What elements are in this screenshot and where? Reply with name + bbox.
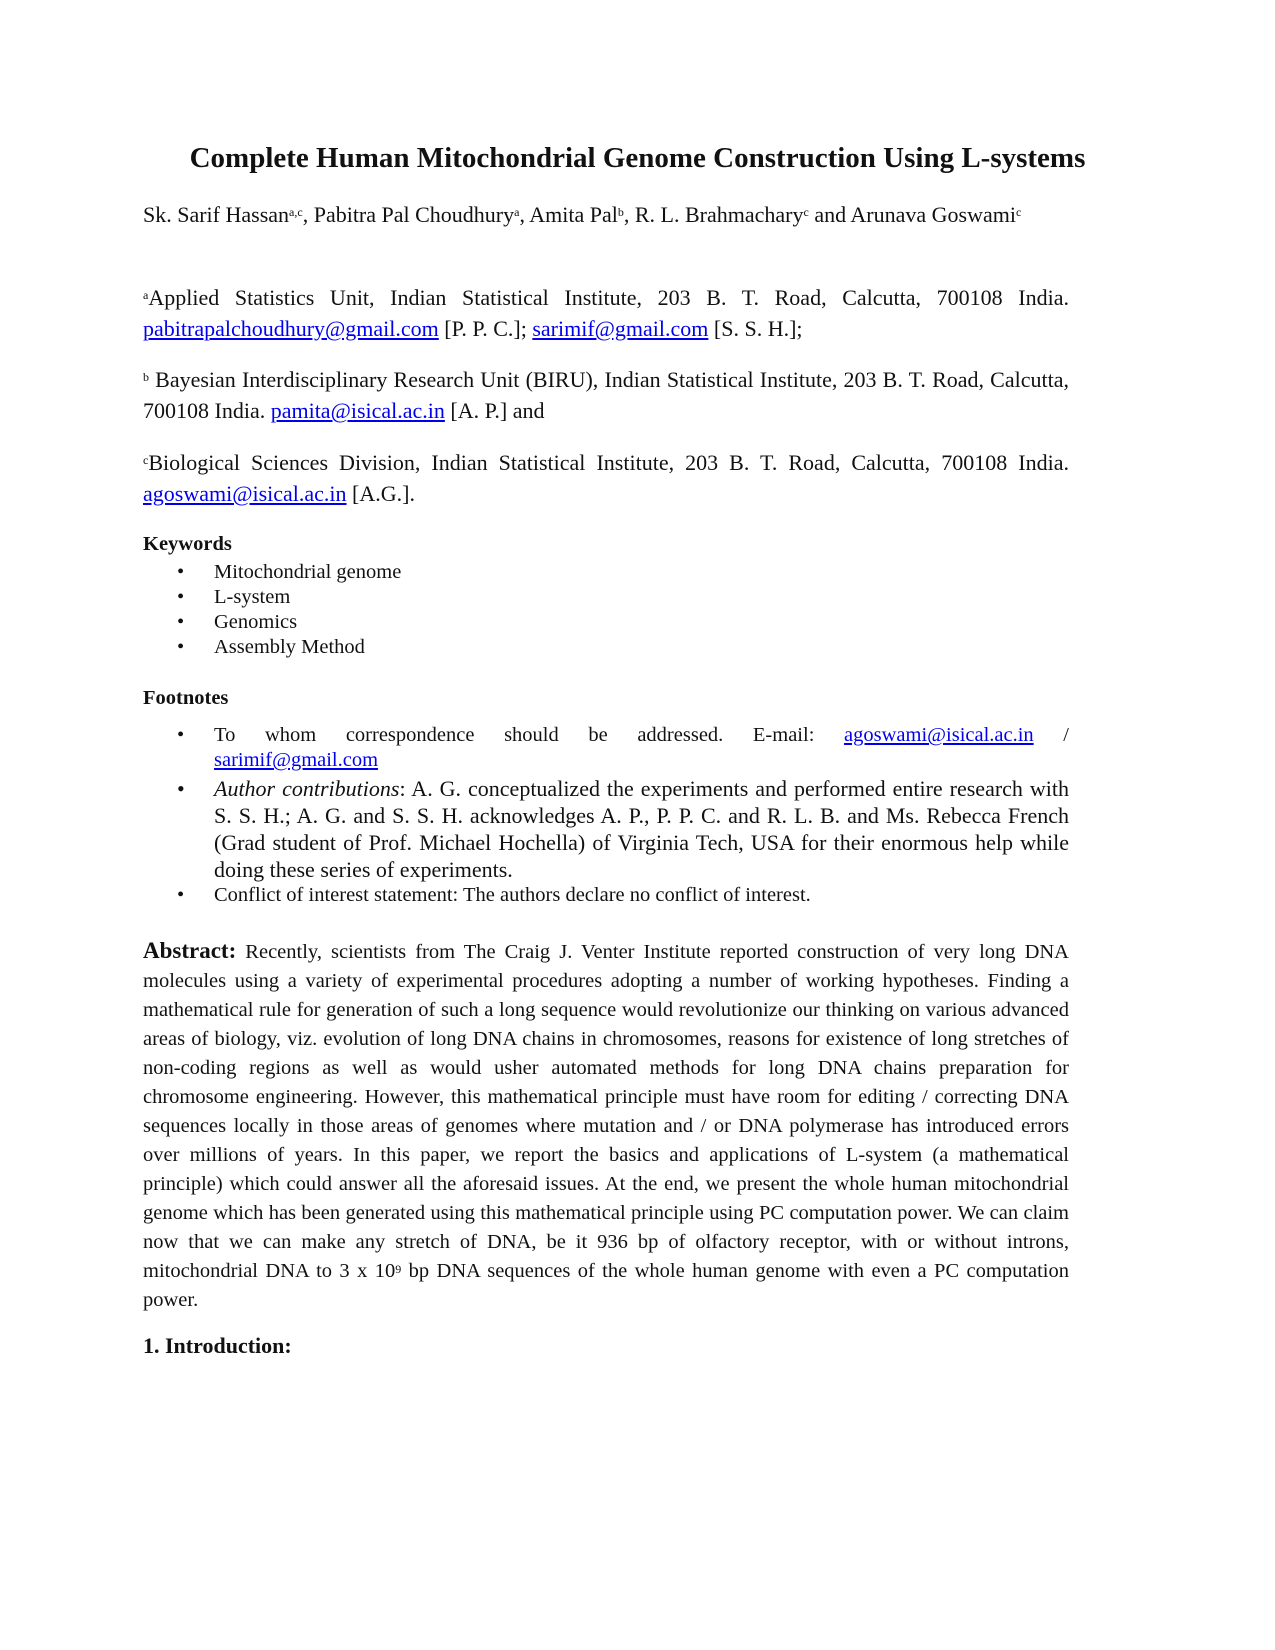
separator: , xyxy=(302,202,314,227)
footnotes-section xyxy=(143,686,1069,908)
author: Arunava Goswami xyxy=(850,202,1016,227)
keyword-item: • Assembly Method xyxy=(214,635,1069,660)
affiliation-mark: b xyxy=(143,370,149,384)
footnote-item xyxy=(214,775,1069,883)
affiliation-text: Applied Statistics Unit, Indian Statistical Institute, 203 B. T. Road, Calcutta, 700108 India. xyxy=(148,285,1069,310)
abstract xyxy=(143,936,1069,1315)
footnote-label: Author contributions xyxy=(214,776,400,801)
section-heading-introduction: 1. Introduction: xyxy=(143,1333,292,1358)
footnote-text: : A. G. conceptualized the experiments and performed entire research with S. S. H.; A. G. and S. S. H. acknowledges A. P., P. P. C. and R. L. B. and Ms. Rebecca French (Grad student of Prof. Michael Hochella) of Virginia Tech, USA for their enormous help while doing these series of experiments. xyxy=(214,776,1070,882)
footnote-item xyxy=(214,723,1069,748)
affiliation-c xyxy=(143,447,1069,509)
paper-title: Complete Human Mitochondrial Genome Construction Using L-systems xyxy=(189,142,1086,174)
affiliation-text: [S. S. H.]; xyxy=(708,316,803,341)
abstract-text: Recently, scientists from The Craig J. Venter Institute reported construction of very long DNA molecules using a variety of experimental procedures adopting a number of working hypotheses. Finding a mathematical rule for generation of such a long sequence would revolutionize our thinking on various advanced areas of biology, viz. evolution of long DNA chains in chromosomes, reasons for existence of long stretches of non-coding regions as well as would usher automated methods for long DNA chains preparation for chromosome engineering. However, this mathematical principle must have room for editing / correcting DNA sequences locally in those areas of genomes where mutation and / or DNA polymerase has introduced errors over millions of years. In this paper, we report the basics and applications of L-system (a mathematical principle) which could answer all the aforesaid issues. At the end, we present the whole human mitochondrial genome which has been generated using this mathematical principle using PC computation power. We can claim now that we can make any stretch of DNA, be it 936 bp of olfactory receptor, with or without introns, mitochondrial DNA to 3 x 10 xyxy=(143,941,1069,1282)
affiliation-text: [A.G.]. xyxy=(346,481,415,506)
affiliation-a xyxy=(143,282,1069,344)
affiliation-text: Biological Sciences Division, Indian Statistical Institute, 203 B. T. Road, Calcutta, 700108 India. xyxy=(148,450,1069,475)
affiliation-text: [P. P. C.]; xyxy=(438,316,533,341)
author: Amita Pal xyxy=(529,202,618,227)
keywords-section xyxy=(143,532,1069,660)
footnote-text: To whom correspondence should be addressed. E-mail: xyxy=(214,724,845,746)
affiliation-b xyxy=(143,364,1069,426)
affiliation-text: [A. P.] and xyxy=(444,398,545,423)
footnotes-heading: Footnotes xyxy=(143,687,229,709)
email-link[interactable]: agoswami@isical.ac.in xyxy=(143,481,347,506)
affiliation-mark: b xyxy=(617,205,624,219)
author-list xyxy=(143,199,1069,230)
separator: , xyxy=(623,202,635,227)
affiliation-mark: a,c xyxy=(289,205,303,219)
affiliation-mark: c xyxy=(1015,205,1022,219)
author: Pabitra Pal Choudhury xyxy=(313,202,515,227)
email-link[interactable]: agoswami@isical.ac.in xyxy=(844,724,1034,746)
abstract-heading: Abstract: xyxy=(143,938,237,963)
keyword-item: • L-system xyxy=(214,585,1069,610)
footnote-item: • Conflict of interest statement: The authors declare no conflict of interest. xyxy=(214,883,1069,908)
author: Sk. Sarif Hassan xyxy=(143,202,290,227)
affiliation-mark: a xyxy=(143,288,149,302)
email-link[interactable]: pabitrapalchoudhury@gmail.com xyxy=(143,316,439,341)
separator: / xyxy=(1033,724,1069,746)
affiliation-mark: a xyxy=(514,205,520,219)
keyword-item: • Mitochondrial genome xyxy=(214,560,1069,585)
keywords-heading: Keywords xyxy=(143,533,232,555)
separator: and xyxy=(808,202,851,227)
email-link[interactable]: sarimif@gmail.com xyxy=(214,749,379,771)
author: R. L. Brahmachary xyxy=(634,202,804,227)
abstract-text: bp DNA sequences of the whole human genome with even a PC computation power. xyxy=(143,1260,1070,1311)
affiliation-mark: c xyxy=(143,453,149,467)
exponent: 9 xyxy=(395,1262,402,1276)
affiliation-mark: c xyxy=(803,205,809,219)
separator: , xyxy=(519,202,530,227)
keyword-item: • Genomics xyxy=(214,610,1069,635)
email-link[interactable]: sarimif@gmail.com xyxy=(532,316,709,341)
email-link[interactable]: pamita@isical.ac.in xyxy=(270,398,445,423)
affiliation-text: Bayesian Interdisciplinary Research Unit (BIRU), Indian Statistical Institute, 203 B. T. Road, Calcutta, 700108 India. xyxy=(143,367,1069,423)
footnote-continuation xyxy=(214,748,1069,773)
